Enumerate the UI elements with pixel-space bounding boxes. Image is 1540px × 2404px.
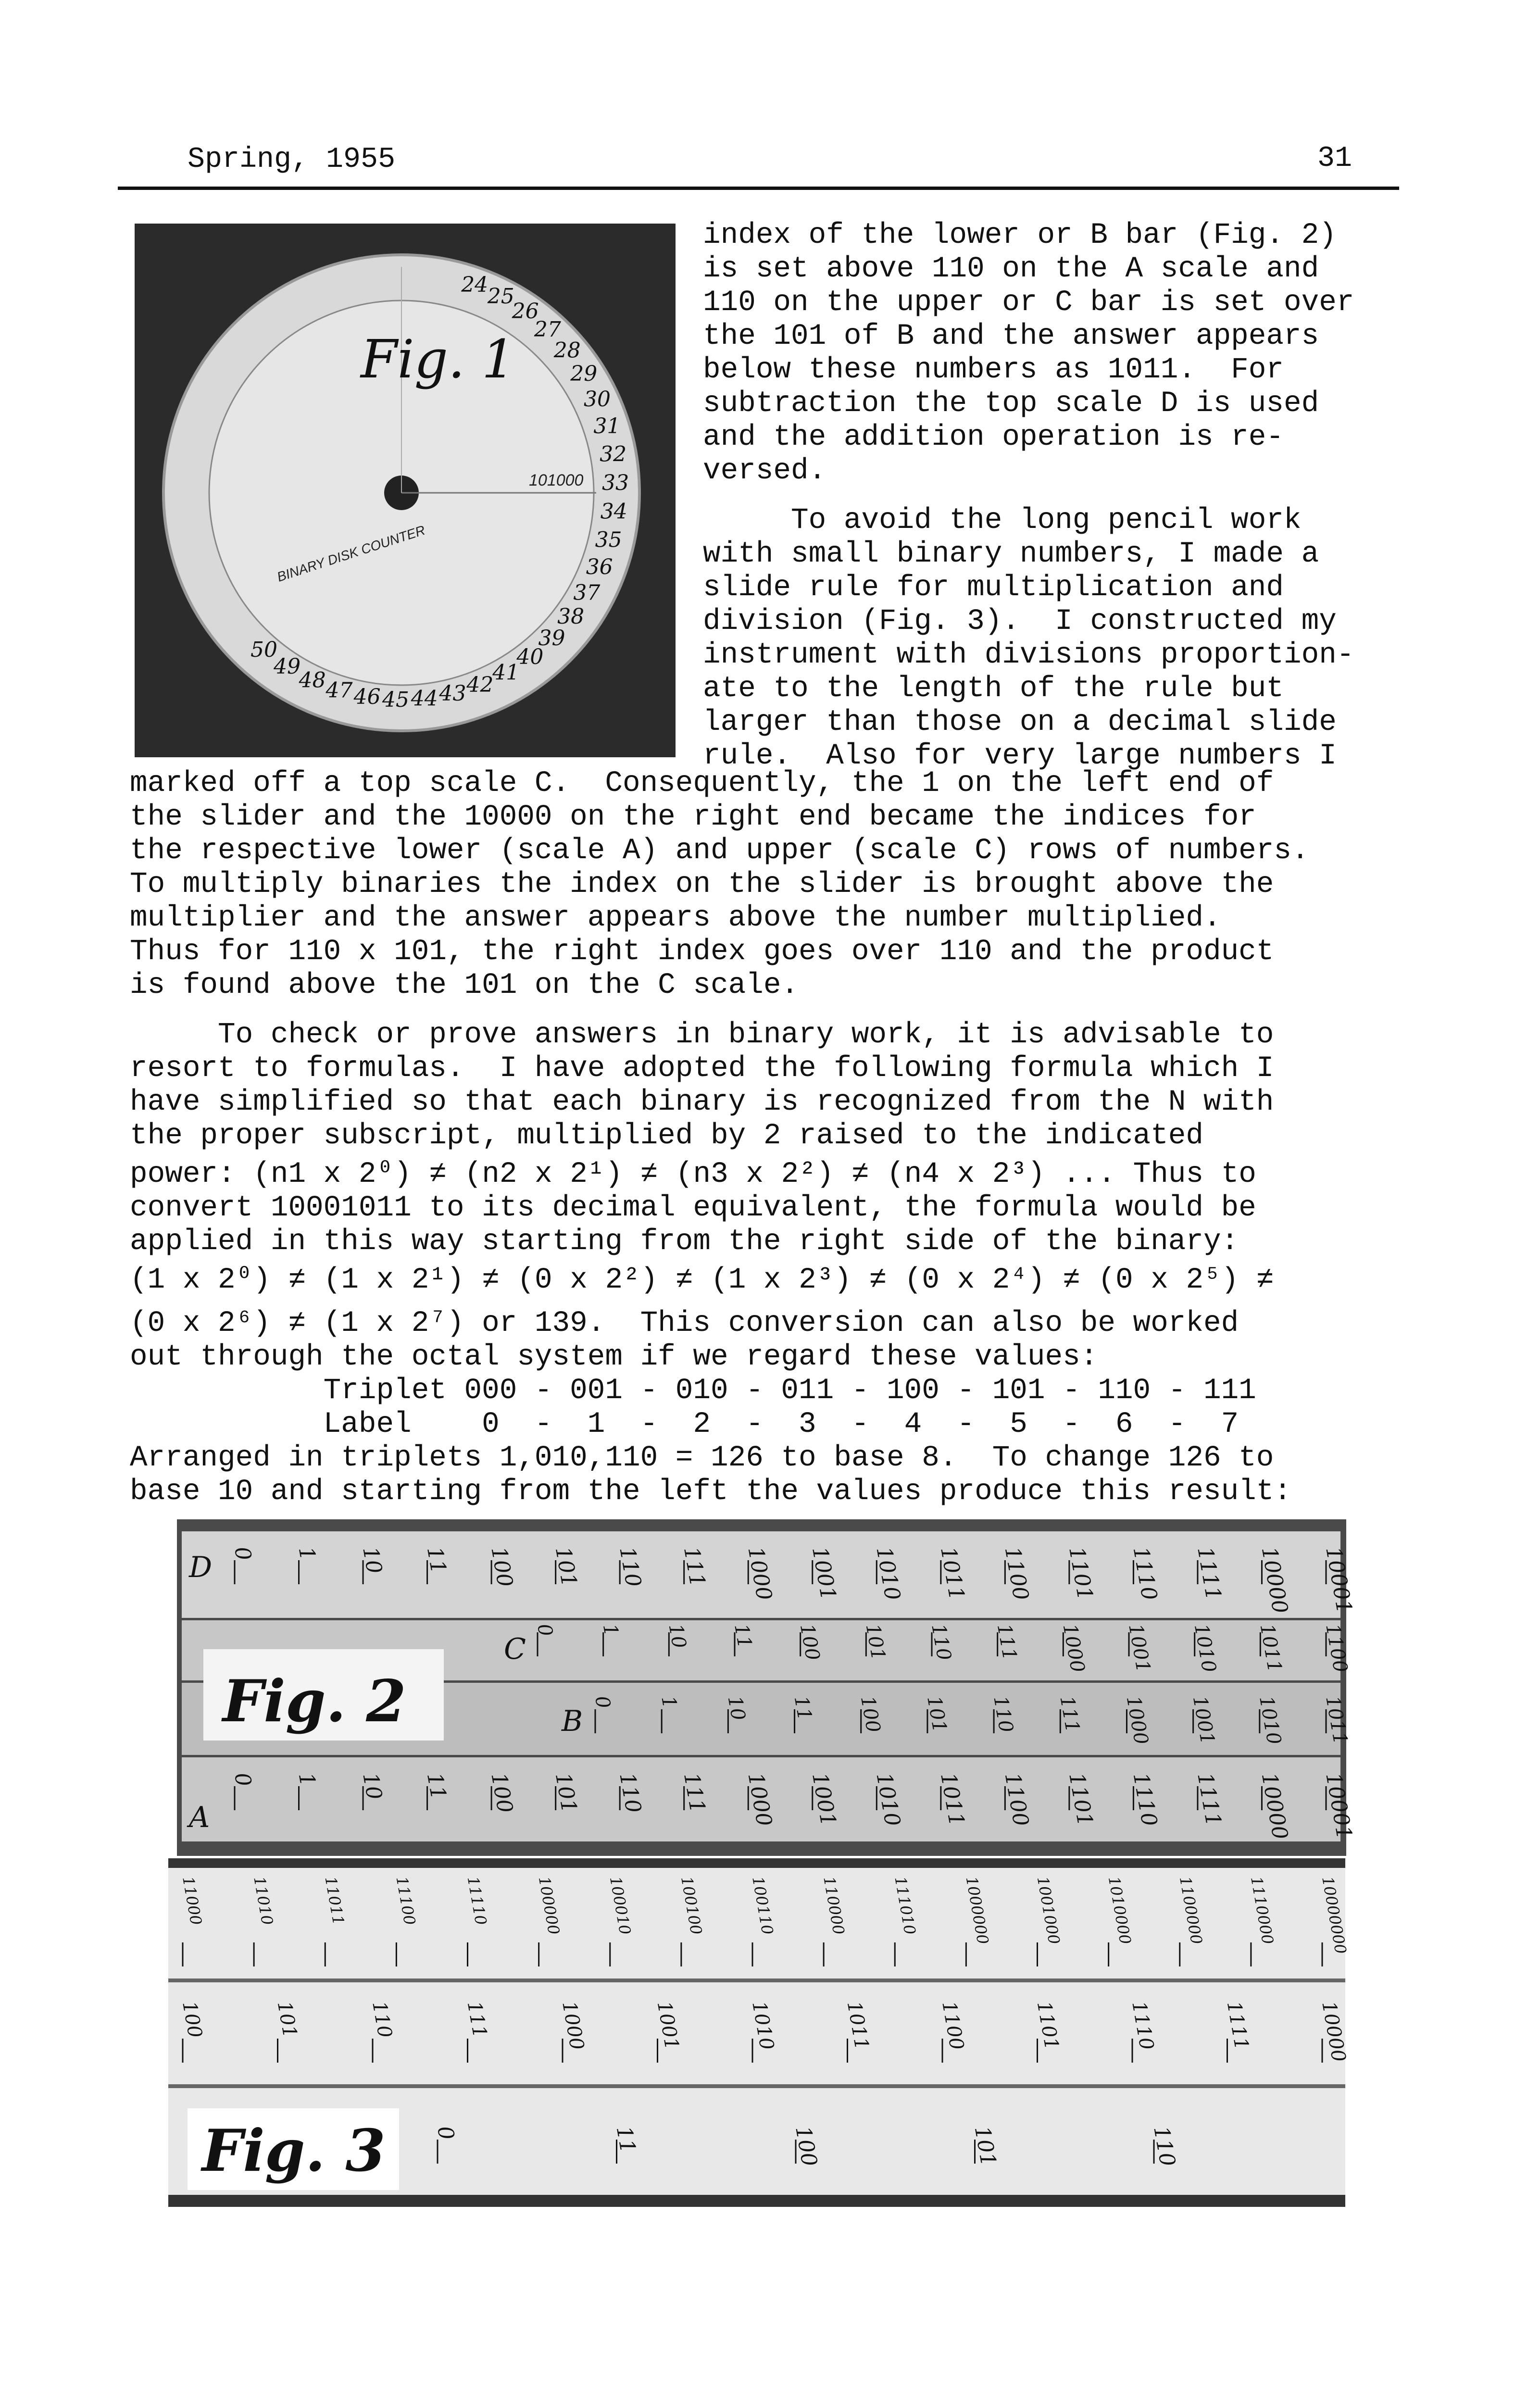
fig3-middle-tick-label: 1011 [842,1999,873,2052]
fig3-upper-tick-label: 100010 [606,1875,635,1936]
fig3-middle-tick-label: 1000 [558,1999,588,2052]
fig3-middle-tick-label: 1010 [748,1999,778,2052]
fig2-caption: Fig. 2 [223,1667,406,1735]
disk-number: 43 [439,681,466,706]
disk-number: 31 [593,414,621,439]
scale-a-tick-label: 1110 [1128,1771,1162,1828]
scale-b-tick-label: 1 [657,1694,681,1710]
fig3-upper-tick-label: 11000 [179,1875,206,1927]
fig1-readout: 101000 [529,471,584,489]
scale-a-tick-label: 1 [293,1771,320,1789]
scale-a-tick-label: 11 [422,1771,451,1802]
scale-a-tick-label: 1111 [1192,1771,1226,1828]
scale-b-tick-label: 1011 [1321,1694,1352,1746]
header-rule [118,187,1399,190]
disk-number: 27 [534,317,561,342]
para2-full-line-3: the respective lower (scale A) and upper (scale C) rows of numbers. [130,834,1309,867]
disk-number: 30 [584,387,611,412]
scale-a-tick-label: 1010 [871,1771,905,1828]
scale-c-tick-label: 1010 [1189,1622,1220,1674]
fig1-caption: Fig. 1 [361,328,515,390]
para2-full-line-1: marked off a top scale C. Consequently, the 1 on the left end of [130,767,1274,800]
disk-number: 42 [466,672,494,697]
scale-c-tick-label: 1011 [1255,1622,1286,1674]
fig3-caption: Fig. 3 [202,2117,386,2185]
scale-b-tick-label: 1010 [1254,1694,1285,1746]
fig3-upper-tick-label: 1001000 [1033,1875,1064,1946]
para2-full-line-6: Thus for 110 x 101, the right index goes over 110 and the product [130,935,1274,968]
scale-d-tick-label: 1010 [871,1545,905,1603]
scale-b-tick-label: 101 [923,1694,951,1734]
figure-2-slide-scales [177,1519,1357,1856]
fig3-upper-tick-label: 1000000 [962,1875,992,1946]
scale-a-label: A [189,1801,210,1834]
fig3-middle-tick-label: 100 [178,1999,206,2040]
para3-line-10: out through the octal system if we regard these values: [130,1340,1098,1374]
para2-full-line-4: To multiply binaries the index on the slider is brought above the [130,868,1274,901]
para2-line-4: division (Fig. 3). I constructed my [703,605,1337,638]
para2-line-7: larger than those on a decimal slide [703,706,1337,739]
scale-a-tick-label: 1101 [1064,1771,1098,1828]
scale-b-tick-label: 10 [723,1694,750,1722]
disk-number: 48 [299,668,326,693]
disk-number: 44 [411,686,438,711]
scale-a-tick-label: 100 [486,1771,518,1815]
disk-number: 28 [553,338,581,363]
fig3-upper-tick-label: 1100000 [1176,1875,1206,1946]
para1-line-6: subtraction the top scale D is used [703,387,1319,420]
fig3-upper-tick-label: 110000 [820,1875,848,1936]
fig3-middle-tick-label: 10000 [1317,1999,1350,2064]
disk-number: 37 [573,580,601,605]
disk-number: 41 [492,660,520,685]
fig3-upper-tick-label: 111010 [891,1875,920,1936]
fig3-upper-tick-label: 11010 [250,1875,277,1927]
para2-full-line-2: the slider and the 10000 on the right end became the indices for [130,801,1256,834]
para1-line-5: below these numbers as 1011. For [703,353,1284,387]
fig3-upper-tick-label: 11100 [392,1875,419,1927]
scale-d-tick-label: 11 [422,1545,451,1576]
para2-line-3: slide rule for multiplication and [703,571,1284,604]
para1-line-8: versed. [703,454,826,488]
disk-number: 35 [595,527,622,552]
fig1-disk-label: BINARY DISK COUNTER [275,522,427,585]
para2-line-6: ate to the length of the rule but [703,672,1284,705]
para2-line-8: rule. Also for very large numbers I [703,739,1337,773]
para1-line-2: is set above 110 on the A scale and [703,252,1319,286]
scale-d-tick-label: 10000 [1256,1545,1293,1615]
fig3-upper-tick-label: 100000 [535,1875,563,1936]
fig3-upper-tick-label: 10000000 [1318,1875,1350,1955]
scale-d-tick-label: 110 [614,1545,646,1589]
para3-line-9: (0 x 2⁶) ≠ (1 x 2⁷) or 139. This conversion can also be worked [130,1307,1239,1340]
para2-line-5: instrument with divisions proportion- [703,639,1354,672]
scale-a-tick-label: 1011 [935,1771,969,1828]
para2-full-line-5: multiplier and the answer appears above the number multiplied. [130,902,1221,935]
disk-number: 39 [538,626,565,651]
disk-number: 36 [586,554,613,579]
scale-b-tick-label: 110 [989,1694,1017,1734]
para3-line-5: power: (n1 x 2⁰) ≠ (n2 x 2¹) ≠ (n3 x 2²) ≠ (n4 x 2³) ... Thus to [130,1158,1256,1191]
scale-d-tick-label: 100 [486,1545,518,1589]
para1-line-4: the 101 of B and the answer appears [703,320,1319,353]
scale-d-tick-label: 1101 [1064,1545,1098,1603]
scale-d-tick-label: 1000 [743,1545,777,1603]
scale-b-tick-label: 100 [856,1694,885,1734]
scale-d-tick-label: 0 [229,1545,256,1563]
scale-b-label: B [562,1704,583,1738]
disk-number: 49 [274,654,301,679]
scale-a-tick-label: 1000 [743,1771,777,1828]
fig3-lower-tick-label: 101 [969,2124,1001,2168]
disk-number: 25 [487,284,514,309]
page-number: 31 [1317,142,1352,175]
fig3-middle-tick-label: 101 [273,1999,301,2040]
scale-d-tick-label: 1011 [935,1545,969,1603]
fig2-scales-drawing [177,1519,1357,1856]
disk-number: 40 [516,644,544,669]
para2-line-1: To avoid the long pencil work [703,504,1302,537]
scale-c-tick-label: 100 [795,1622,824,1662]
para3-line-8: (1 x 2⁰) ≠ (1 x 2¹) ≠ (0 x 2²) ≠ (1 x 2³) ≠ (0 x 2⁴) ≠ (0 x 2⁵) ≠ [130,1264,1274,1297]
scale-b-tick-label: 111 [1055,1694,1084,1734]
scale-b-tick-label: 1000 [1122,1694,1152,1746]
disk-number: 50 [250,637,277,662]
fig3-upper-tick-label: 11011 [321,1875,348,1927]
fig3-upper-tick-label: 1110000 [1247,1875,1277,1946]
scale-c-tick-label: 1100 [1321,1622,1352,1674]
scale-a-tick-label: 10001 [1321,1771,1357,1841]
fig3-upper-tick-label: 100110 [749,1875,777,1936]
scale-d-tick-label: 1111 [1192,1545,1226,1603]
scale-c-tick-label: 1000 [1058,1622,1089,1674]
scale-a-tick-label: 101 [550,1771,582,1815]
octal-label-row: Label 0 - 1 - 2 - 3 - 4 - 5 - 6 - 7 [130,1408,1239,1441]
para2-full-line-7: is found above the 101 on the C scale. [130,969,799,1002]
fig3-upper-tick-label: 11110 [463,1875,490,1927]
para3-line-1: To check or prove answers in binary work, it is advisable to [130,1018,1274,1052]
disk-number: 33 [601,471,629,496]
scale-c-tick-label: 10 [664,1622,690,1650]
para3-line-2: resort to formulas. I have adopted the following formula which I [130,1052,1274,1085]
para2-line-2: with small binary numbers, I made a [703,538,1319,571]
scale-d-tick-label: 10 [358,1545,387,1576]
scale-d-tick-label: 101 [550,1545,582,1589]
para3-line-4: the proper subscript, multiplied by 2 raised to the indicated [130,1119,1203,1152]
scale-c-tick-label: 0 [533,1622,557,1638]
para1-line-7: and the addition operation is re- [703,421,1284,454]
scale-b-tick-label: 0 [590,1694,614,1710]
scale-d-tick-label: 1 [293,1545,320,1563]
fig3-middle-tick-label: 110 [368,1999,396,2040]
disk-number: 24 [461,272,488,297]
scale-b-tick-label: 11 [789,1694,816,1722]
fig3-middle-tick-label: 1111 [1222,1999,1253,2052]
disk-number: 45 [382,687,410,712]
para3-line-14: base 10 and starting from the left the values produce this result: [130,1475,1291,1508]
disk-number: 29 [570,362,598,387]
scale-a-tick-label: 1001 [807,1771,841,1828]
fig3-middle-tick-label: 1100 [938,1999,968,2052]
para3-line-13: Arranged in triplets 1,010,110 = 126 to base 8. To change 126 to [130,1441,1274,1475]
fig3-lower-tick-label: 100 [790,2124,822,2168]
scale-b-tick-label: 1001 [1188,1694,1219,1746]
scale-c-label: C [504,1632,526,1666]
fig3-middle-tick-label: 111 [463,1999,491,2040]
fig3-middle-tick-label: 1001 [652,1999,683,2052]
para1-line-3: 110 on the upper or C bar is set over [703,286,1354,319]
scale-a-tick-label: 0 [229,1771,256,1789]
fig3-upper-tick-label: 1010000 [1104,1875,1135,1946]
scale-a-tick-label: 110 [614,1771,646,1815]
scale-d-tick-label: 111 [678,1545,710,1589]
para1-line-1: index of the lower or B bar (Fig. 2) [703,219,1337,252]
scale-c-tick-label: 1001 [1124,1622,1155,1674]
fig3-middle-tick-label: 1110 [1127,1999,1158,2052]
scale-a-tick-label: 10000 [1256,1771,1293,1841]
figure-1-disk-counter [135,224,676,757]
para3-line-6: convert 10001011 to its decimal equivalent, the formula would be [130,1191,1256,1225]
scale-a-tick-label: 10 [358,1771,387,1802]
fig3-rule-drawing [168,1858,1350,2207]
scale-d-label: D [189,1551,213,1584]
figure-3-slide-rule [168,1858,1350,2207]
scale-c-tick-label: 1 [598,1622,623,1638]
fig3-lower-tick-label: 110 [1149,2124,1180,2168]
disk-counter-drawing [135,224,676,757]
octal-triplet-row: Triplet 000 - 001 - 010 - 011 - 100 - 101 - 110 - 111 [130,1374,1256,1407]
scale-d-tick-label: 1110 [1128,1545,1162,1603]
scale-d-tick-label: 1001 [807,1545,841,1603]
fig3-lower-tick-label: 11 [611,2124,640,2155]
issue-date: Spring, 1955 [188,143,396,176]
disk-number: 46 [353,685,381,710]
disk-number: 32 [600,442,627,467]
disk-number: 26 [512,299,539,324]
scale-a-tick-label: 111 [678,1771,710,1815]
fig3-upper-tick-label: 100100 [677,1875,706,1936]
scale-c-tick-label: 11 [730,1622,756,1650]
scale-d-tick-label: 1100 [1000,1545,1034,1603]
disk-number: 47 [326,678,353,703]
para3-line-3: have simplified so that each binary is recognized from the N with [130,1086,1274,1119]
scale-c-tick-label: 111 [992,1622,1021,1662]
disk-number: 34 [600,499,627,524]
scale-a-tick-label: 1100 [1000,1771,1034,1828]
scale-c-tick-label: 101 [861,1622,890,1662]
scale-c-tick-label: 110 [927,1622,955,1662]
fig3-middle-tick-label: 1101 [1032,1999,1063,2052]
para3-line-7: applied in this way starting from the right side of the binary: [130,1225,1239,1258]
scale-d-tick-label: 10001 [1321,1545,1357,1615]
disk-number: 38 [557,604,585,629]
fig3-lower-tick-label: 0 [432,2124,459,2142]
